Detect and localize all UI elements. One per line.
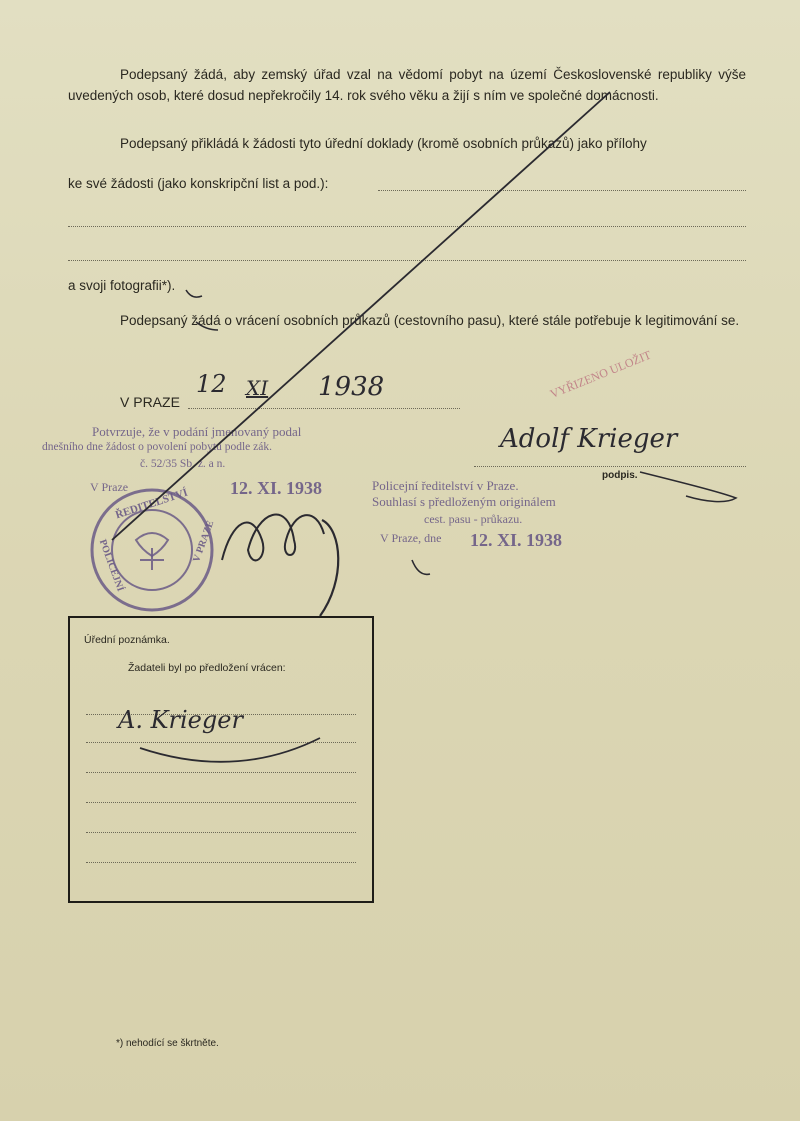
- confirmation-stamp-line3: č. 52/35 Sb. z. a n.: [140, 458, 226, 470]
- seal-text-left: POLICEJNÍ: [96, 538, 126, 593]
- applicant-signature: Adolf Krieger: [500, 424, 678, 454]
- paragraph-return-documents: Podepsaný žádá o vrácení osobních průkazů (cestovního pasu), které stále potřebuje k legitimování se.: [120, 313, 740, 328]
- confirmation-stamp-line1: Potvrzuje, že v podání jmenovaný podal: [92, 424, 302, 439]
- date-year: 1938: [318, 372, 385, 402]
- paragraph-stay-request: Podepsaný žádá, aby zemský úřad vzal na vědomí pobyt na území Československé republiky výše uvedených osob, které dosud nepřekročily 14. rok svého věku a žijí s ním ve společné domácnosti.: [68, 67, 746, 103]
- paragraph-attachments-line1: Podepsaný přikládá k žádosti tyto úřední doklady (kromě osobních průkazů) jako přílohy: [120, 136, 647, 151]
- place-label: V PRAZE: [120, 394, 180, 410]
- footnote: *) nehodící se škrtněte.: [116, 1038, 219, 1049]
- confirmation-stamp-place: V Praze: [90, 480, 129, 494]
- signature-label: podpis.: [602, 470, 638, 481]
- seal-text-top: ŘEDITELSTVÍ: [113, 486, 190, 522]
- date-month: XI: [246, 376, 269, 400]
- processed-diagonal-stamp: VYŘIZENO ULOŽIT: [548, 347, 654, 401]
- official-note-box: [68, 616, 374, 903]
- police-stamp-line1: Policejní ředitelství v Praze.: [372, 478, 519, 493]
- official-note-signature: A. Krieger: [118, 706, 243, 734]
- paragraph-photo: a svoji fotografii*).: [68, 278, 176, 293]
- date-day: 12: [196, 370, 227, 398]
- confirmation-stamp-date: 12. XI. 1938: [230, 478, 323, 498]
- confirmation-stamp-line2: dnešního dne žádost o povolení pobytu podle zák.: [42, 441, 272, 453]
- seal-text-right: V PRAZE: [191, 519, 217, 564]
- police-stamp-line2: Souhlasí s předloženým originálem: [372, 494, 556, 509]
- police-stamp-date: 12. XI. 1938: [470, 530, 563, 550]
- police-stamp-line3: cest. pasu - průkazu.: [424, 512, 523, 526]
- paragraph-attachments-line2: ke své žádosti (jako konskripční list a pod.):: [68, 176, 329, 191]
- official-note-text: Žadateli byl po předložení vrácen:: [128, 662, 286, 674]
- official-note-flourish: [70, 618, 370, 898]
- official-note-title: Úřední poznámka.: [84, 634, 170, 646]
- police-stamp-place: V Praze, dne: [380, 531, 442, 545]
